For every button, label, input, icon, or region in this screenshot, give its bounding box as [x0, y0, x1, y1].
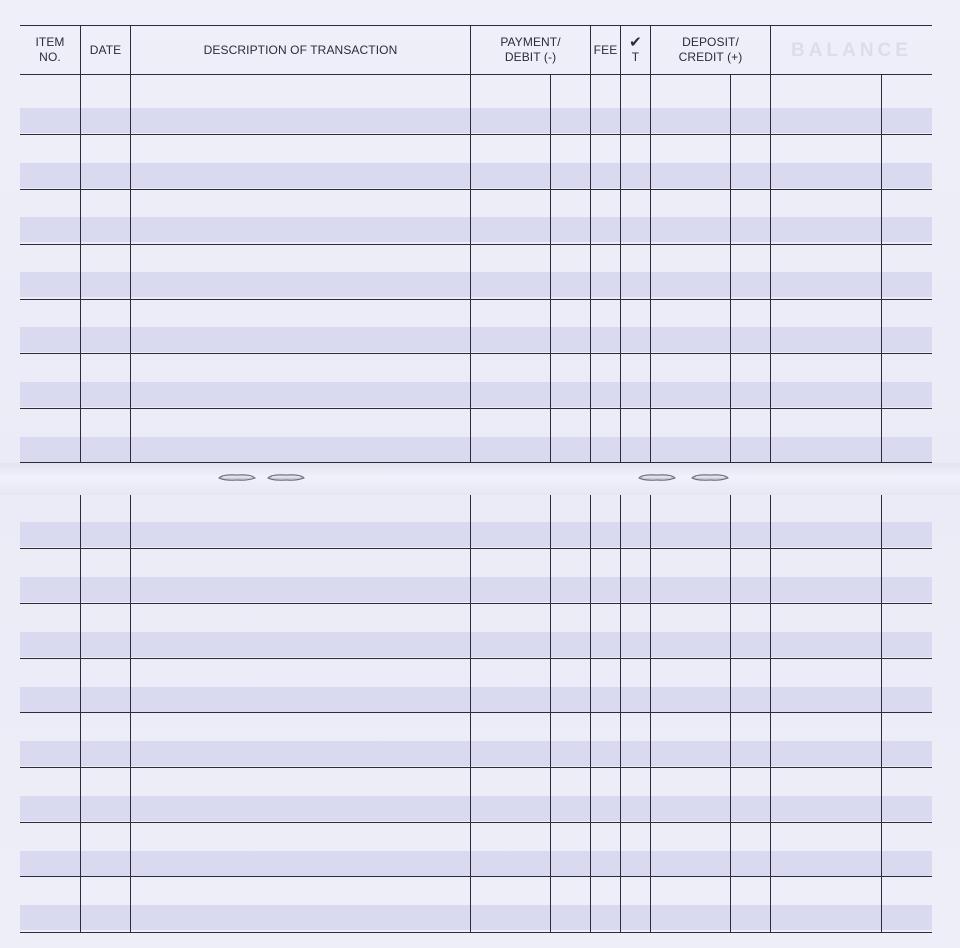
row-rule: [20, 932, 932, 933]
header-cleared: [621, 27, 650, 73]
row-rule: [20, 299, 932, 300]
row-stripe: [20, 851, 932, 876]
column-rule: [881, 75, 882, 463]
column-rule: [80, 494, 81, 932]
row-rule: [20, 548, 932, 549]
column-rule: [470, 494, 471, 932]
row-stripe: [20, 163, 932, 188]
row-rule: [20, 603, 932, 604]
row-stripe: [20, 741, 932, 766]
staple-icon: [266, 472, 306, 483]
header-top-rule: [20, 25, 932, 26]
column-rule: [620, 494, 621, 932]
column-rule: [130, 25, 131, 463]
column-rule: [730, 75, 731, 463]
header-item-no: ITEM NO.: [35, 35, 65, 64]
row-rule: [20, 244, 932, 245]
column-rule: [650, 494, 651, 932]
row-stripe: [20, 522, 932, 547]
header-balance: BALANCE: [791, 39, 912, 61]
staple-icon: [217, 472, 257, 483]
column-rule: [550, 75, 551, 463]
row-stripe: [20, 687, 932, 712]
row-rule: [20, 353, 932, 354]
row-rule: [20, 134, 932, 135]
header-deposit-credit: DEPOSIT/ CREDIT (+): [678, 35, 743, 64]
column-rule: [620, 25, 621, 463]
center-fold: [0, 463, 960, 495]
column-rule: [730, 494, 731, 932]
column-rule: [550, 494, 551, 932]
column-rule: [80, 25, 81, 463]
staple-icon: [690, 472, 730, 483]
row-stripe: [20, 382, 932, 407]
row-stripe: [20, 632, 932, 657]
staple-icon: [637, 472, 677, 483]
column-rule: [650, 25, 651, 463]
row-stripe: [20, 108, 932, 133]
row-rule: [20, 822, 932, 823]
row-stripe: [20, 272, 932, 297]
header-payment-debit: PAYMENT/ DEBIT (-): [500, 35, 561, 64]
row-stripe: [20, 905, 932, 930]
column-rule: [881, 494, 882, 932]
row-rule: [20, 408, 932, 409]
header-bottom-rule: [20, 74, 932, 75]
column-rule: [590, 494, 591, 932]
column-rule: [590, 25, 591, 463]
column-rule: [770, 25, 771, 463]
header-cleared-letter: T: [631, 49, 640, 64]
column-rule: [770, 494, 771, 932]
row-stripe: [20, 217, 932, 242]
row-rule: [20, 767, 932, 768]
row-stripe: [20, 437, 932, 462]
column-rule: [130, 494, 131, 932]
header-description: DESCRIPTION OF TRANSACTION: [203, 42, 398, 57]
row-stripe: [20, 327, 932, 352]
row-rule: [20, 876, 932, 877]
row-stripe: [20, 577, 932, 602]
check-mark-icon: ✔: [629, 33, 642, 51]
row-rule: [20, 189, 932, 190]
header-date: DATE: [89, 42, 122, 57]
row-stripe: [20, 796, 932, 821]
row-rule: [20, 712, 932, 713]
row-rule: [20, 658, 932, 659]
header-fee: FEE: [593, 42, 618, 57]
column-rule: [470, 25, 471, 463]
